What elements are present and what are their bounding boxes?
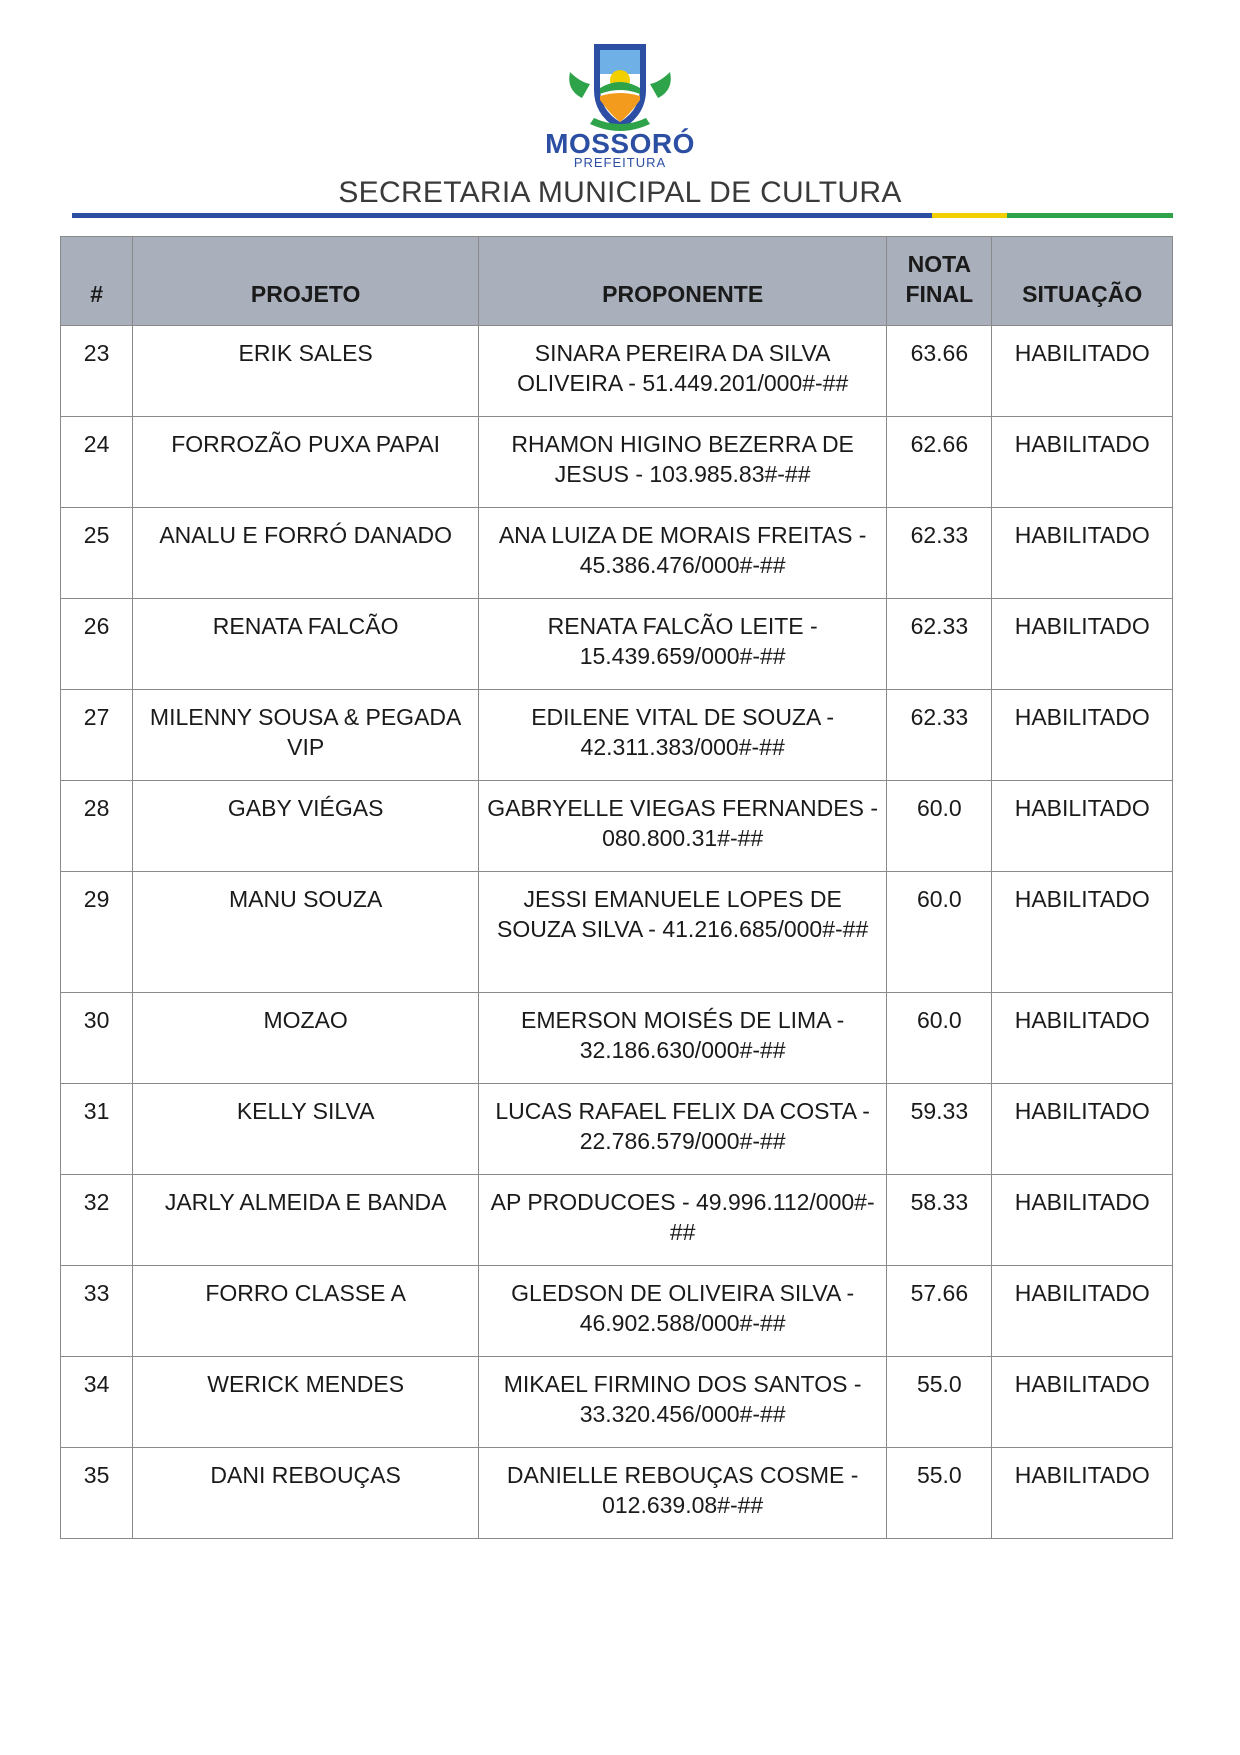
cell-num: 34	[61, 1357, 133, 1448]
cell-num: 28	[61, 781, 133, 872]
cell-projeto: FORROZÃO PUXA PAPAI	[133, 417, 479, 508]
table-row	[61, 1266, 1173, 1357]
cell-projeto: MILENNY SOUSA & PEGADA VIP	[133, 690, 479, 781]
table-row	[61, 690, 1173, 781]
cell-projeto: WERICK MENDES	[133, 1357, 479, 1448]
table-row	[61, 993, 1173, 1084]
cell-situacao: HABILITADO	[992, 1448, 1173, 1539]
cell-proponente: JESSI EMANUELE LOPES DE SOUZA SILVA - 41.216.685/000#-##	[479, 872, 887, 993]
cell-proponente: MIKAEL FIRMINO DOS SANTOS - 33.320.456/000#-##	[479, 1357, 887, 1448]
cell-situacao: HABILITADO	[992, 872, 1173, 993]
cell-nota: 55.0	[887, 1357, 992, 1448]
city-crest-icon	[560, 38, 680, 138]
cell-situacao: HABILITADO	[992, 1266, 1173, 1357]
cell-situacao: HABILITADO	[992, 1084, 1173, 1175]
cell-nota: 57.66	[887, 1266, 992, 1357]
table-row	[61, 326, 1173, 417]
cell-situacao: HABILITADO	[992, 781, 1173, 872]
cell-projeto: JARLY ALMEIDA E BANDA	[133, 1175, 479, 1266]
cell-projeto: ANALU E FORRÓ DANADO	[133, 508, 479, 599]
department-title: SECRETARIA MUNICIPAL DE CULTURA	[338, 176, 902, 209]
cell-nota: 60.0	[887, 872, 992, 993]
cell-proponente: RENATA FALCÃO LEITE - 15.439.659/000#-##	[479, 599, 887, 690]
column-header-proponente: PROPONENTE	[479, 237, 887, 326]
cell-situacao: HABILITADO	[992, 690, 1173, 781]
cell-num: 30	[61, 993, 133, 1084]
column-header-projeto: PROJETO	[133, 237, 479, 326]
cell-num: 31	[61, 1084, 133, 1175]
cell-num: 26	[61, 599, 133, 690]
cell-nota: 62.33	[887, 599, 992, 690]
cell-nota: 62.33	[887, 508, 992, 599]
cell-proponente: EDILENE VITAL DE SOUZA - 42.311.383/000#-##	[479, 690, 887, 781]
cell-proponente: ANA LUIZA DE MORAIS FREITAS - 45.386.476/000#-##	[479, 508, 887, 599]
cell-num: 32	[61, 1175, 133, 1266]
table-row	[61, 1175, 1173, 1266]
cell-projeto: MANU SOUZA	[133, 872, 479, 993]
table-row	[61, 781, 1173, 872]
cell-num: 27	[61, 690, 133, 781]
cell-proponente: LUCAS RAFAEL FELIX DA COSTA - 22.786.579/000#-##	[479, 1084, 887, 1175]
column-header-nota-line1: NOTA	[907, 251, 972, 277]
cell-situacao: HABILITADO	[992, 1357, 1173, 1448]
cell-situacao: HABILITADO	[992, 993, 1173, 1084]
table-row	[61, 599, 1173, 690]
column-header-nota	[887, 237, 992, 326]
column-header-nota-line2: FINAL	[905, 281, 974, 307]
cell-situacao: HABILITADO	[992, 326, 1173, 417]
cell-num: 35	[61, 1448, 133, 1539]
cell-nota: 59.33	[887, 1084, 992, 1175]
cell-num: 33	[61, 1266, 133, 1357]
cell-proponente: AP PRODUCOES - 49.996.112/000#-##	[479, 1175, 887, 1266]
cell-projeto: ERIK SALES	[133, 326, 479, 417]
cell-num: 24	[61, 417, 133, 508]
cell-nota: 58.33	[887, 1175, 992, 1266]
table-row	[61, 508, 1173, 599]
table-row	[61, 1084, 1173, 1175]
brand-name: MOSSORÓ	[545, 128, 695, 159]
cell-projeto: GABY VIÉGAS	[133, 781, 479, 872]
cell-projeto: FORRO CLASSE A	[133, 1266, 479, 1357]
cell-situacao: HABILITADO	[992, 417, 1173, 508]
table-row	[61, 1357, 1173, 1448]
cell-nota: 60.0	[887, 993, 992, 1084]
page-header	[0, 0, 1240, 230]
cell-nota: 55.0	[887, 1448, 992, 1539]
brand-subtitle: PREFEITURA	[573, 155, 667, 170]
cell-nota: 60.0	[887, 781, 992, 872]
cell-proponente: DANIELLE REBOUÇAS COSME - 012.639.08#-##	[479, 1448, 887, 1539]
cell-situacao: HABILITADO	[992, 599, 1173, 690]
cell-nota: 62.33	[887, 690, 992, 781]
cell-projeto: KELLY SILVA	[133, 1084, 479, 1175]
cell-num: 25	[61, 508, 133, 599]
table-row	[61, 1448, 1173, 1539]
cell-projeto: DANI REBOUÇAS	[133, 1448, 479, 1539]
results-table	[60, 236, 1173, 1539]
header-stripe-blue	[72, 213, 932, 218]
column-header-situacao: SITUAÇÃO	[992, 237, 1173, 326]
cell-proponente: GLEDSON DE OLIVEIRA SILVA - 46.902.588/000#-##	[479, 1266, 887, 1357]
cell-projeto: RENATA FALCÃO	[133, 599, 479, 690]
table-row	[61, 417, 1173, 508]
header-stripe-green	[1007, 213, 1173, 218]
cell-situacao: HABILITADO	[992, 508, 1173, 599]
cell-nota: 63.66	[887, 326, 992, 417]
cell-projeto: MOZAO	[133, 993, 479, 1084]
cell-num: 29	[61, 872, 133, 993]
table-row	[61, 872, 1173, 993]
header-stripe-yellow	[932, 213, 1007, 218]
column-header-num: #	[61, 237, 133, 326]
table-header-row	[61, 237, 1173, 326]
cell-situacao: HABILITADO	[992, 1175, 1173, 1266]
cell-proponente: EMERSON MOISÉS DE LIMA - 32.186.630/000#-##	[479, 993, 887, 1084]
cell-nota: 62.66	[887, 417, 992, 508]
cell-num: 23	[61, 326, 133, 417]
cell-proponente: SINARA PEREIRA DA SILVA OLIVEIRA - 51.449.201/000#-##	[479, 326, 887, 417]
cell-proponente: RHAMON HIGINO BEZERRA DE JESUS - 103.985.83#-##	[479, 417, 887, 508]
cell-proponente: GABRYELLE VIEGAS FERNANDES - 080.800.31#-##	[479, 781, 887, 872]
